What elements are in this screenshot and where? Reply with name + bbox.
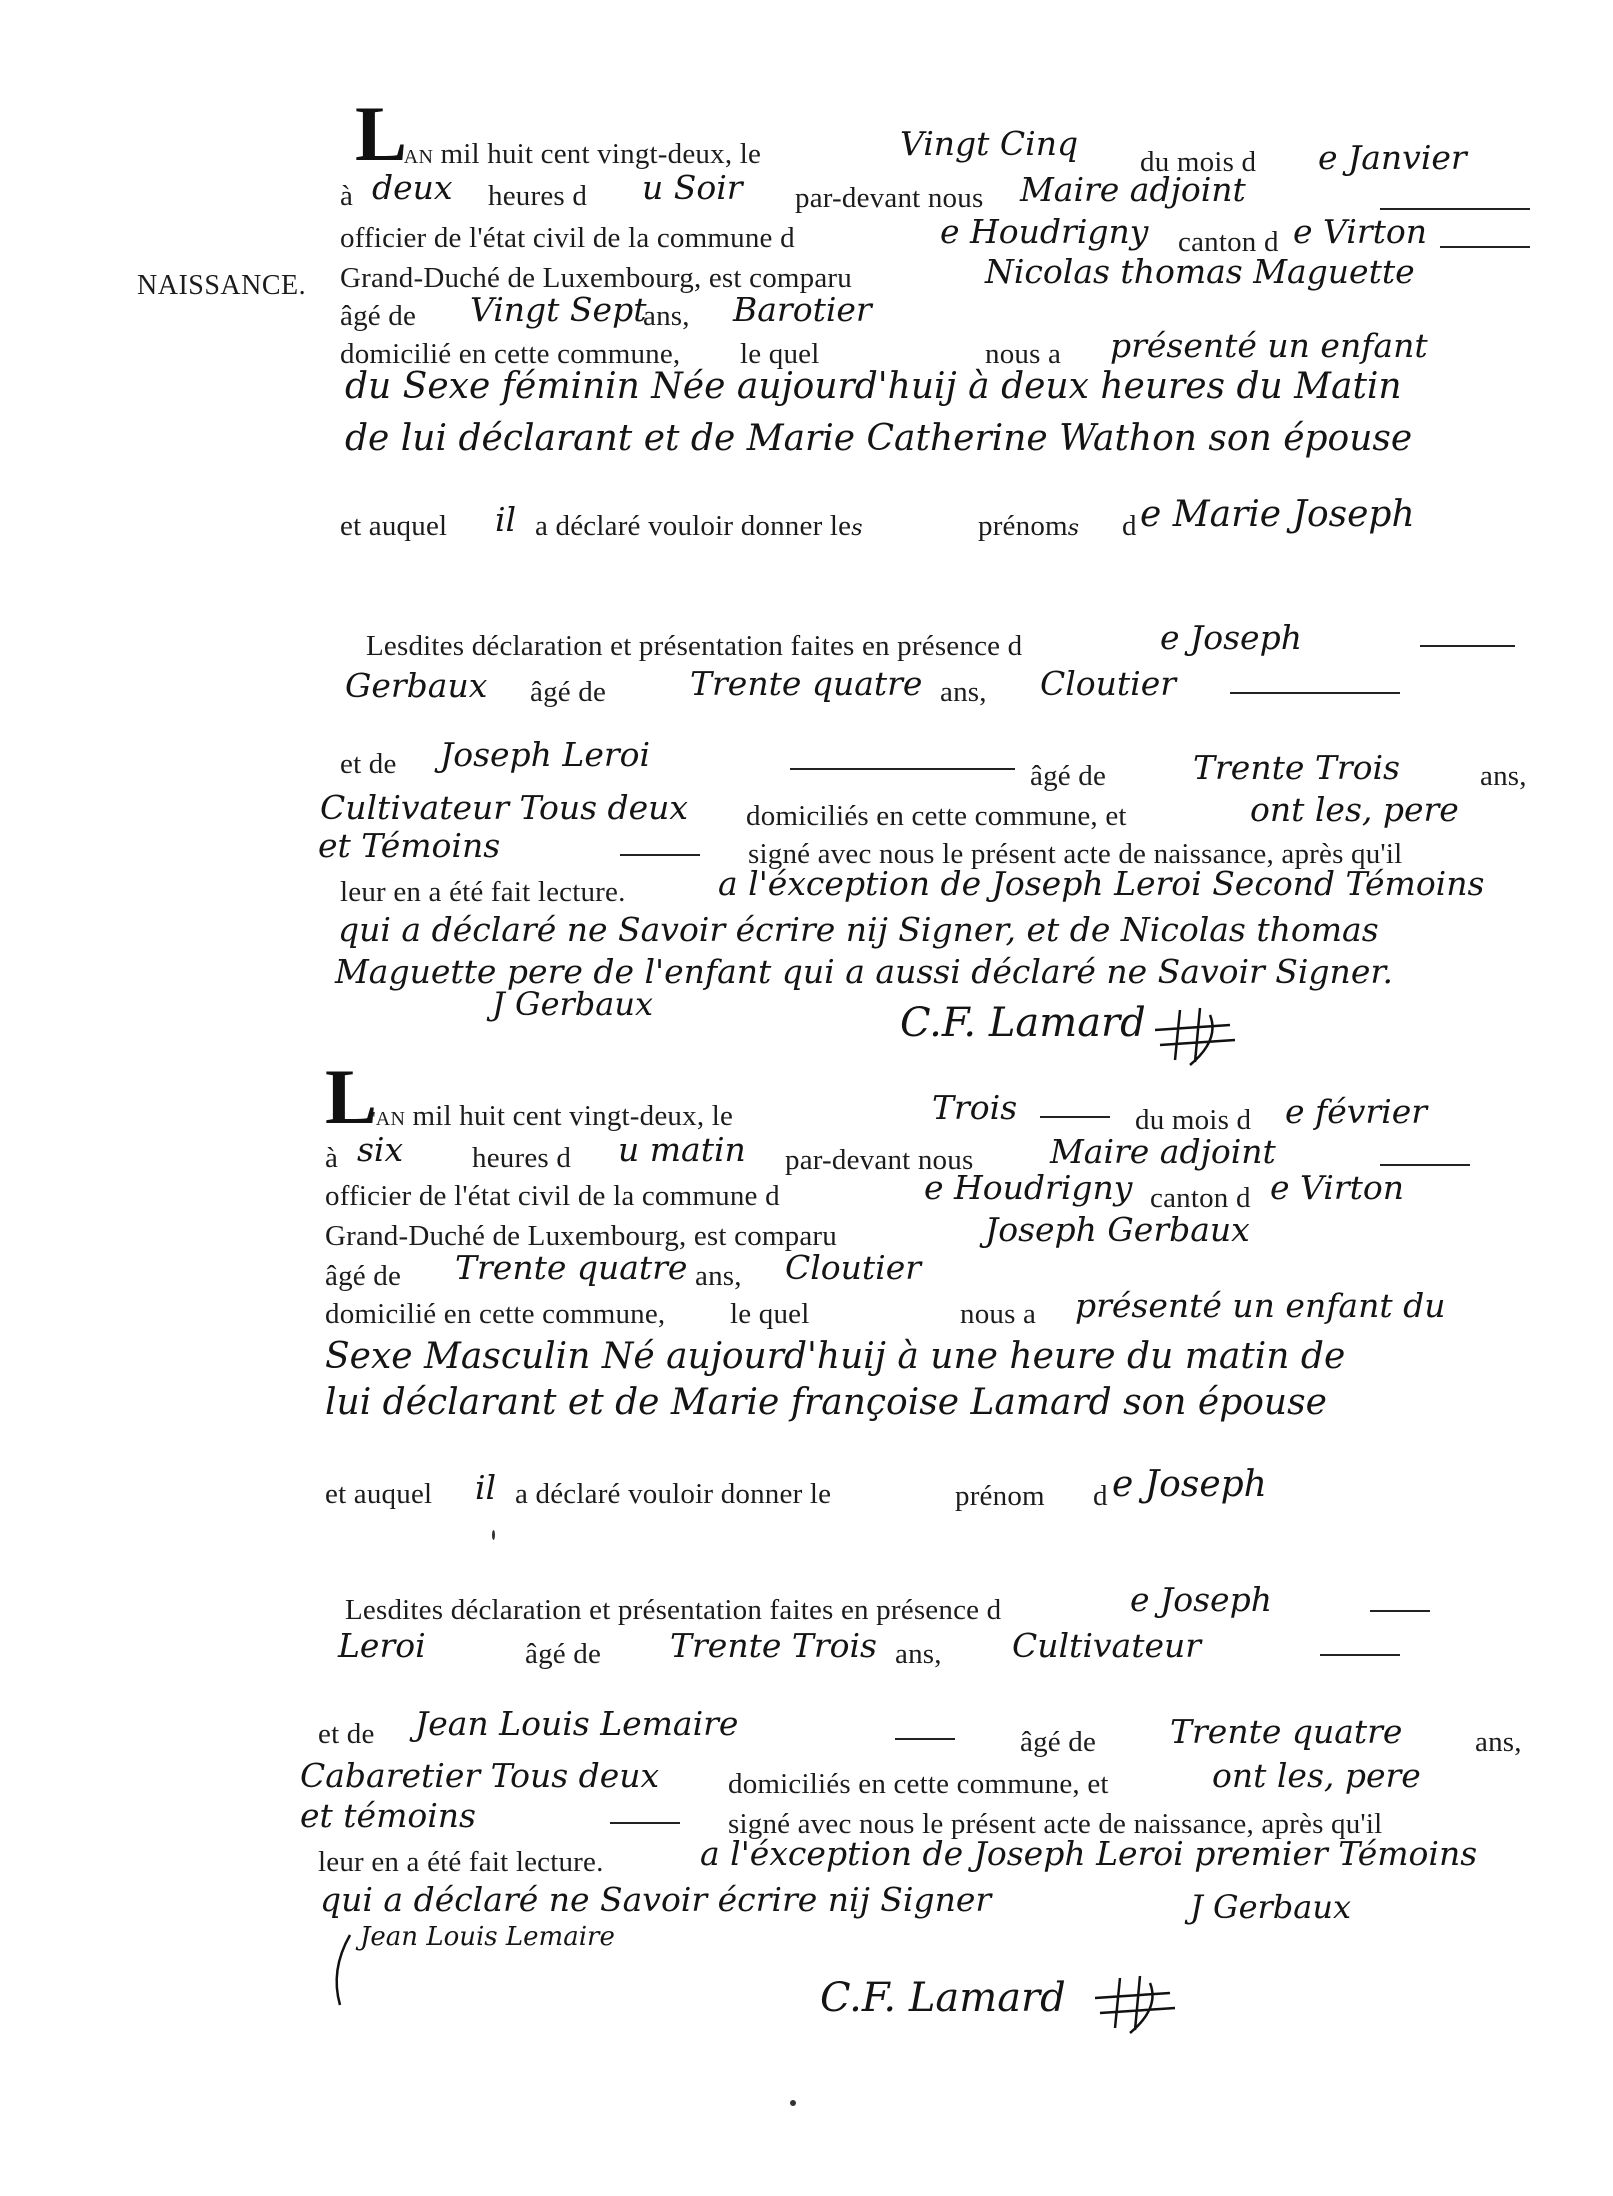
- de-label: d: [1093, 1480, 1108, 1512]
- age-label: âgé de: [340, 300, 417, 332]
- fill-line: [610, 1822, 680, 1824]
- age-label: âgé de: [325, 1260, 402, 1292]
- prenom-label: [978, 510, 1079, 543]
- nous-a-label: nous a: [960, 1298, 1037, 1330]
- fill-line: [620, 854, 700, 856]
- child-line-2-handwritten: lui déclarant et de Marie françoise Lamard son épouse: [325, 1382, 1327, 1423]
- official-handwritten: Maire adjoint: [1050, 1132, 1276, 1171]
- ans-label: ans,: [695, 1260, 742, 1292]
- donner-suffix: s: [851, 516, 863, 541]
- witness2-age-handwritten: Trente Trois: [1193, 748, 1400, 787]
- age-label: âgé de: [1020, 1726, 1097, 1758]
- child-line-2-handwritten: de lui déclarant et de Marie Catherine Wathon son épouse: [345, 418, 1413, 459]
- exception-3-handwritten: Maguette pere de l'enfant qui a aussi déclaré ne Savoir Signer.: [335, 952, 1393, 991]
- prenom-text: prénom: [978, 510, 1068, 542]
- et-temoins-handwritten: et témoins: [300, 1796, 476, 1835]
- donner-label: [535, 510, 863, 543]
- witness2-handwritten: Jean Louis Lemaire: [415, 1704, 739, 1743]
- fill-line: [1320, 1654, 1400, 1656]
- a-label: à: [340, 180, 354, 212]
- donner-label: a déclaré vouloir donner le: [515, 1478, 832, 1510]
- grand-duche-label: Grand-Duché de Luxembourg, est comparu: [325, 1220, 837, 1252]
- canton-handwritten: e Virton: [1293, 212, 1427, 251]
- officier-label: officier de l'état civil de la commune d: [340, 222, 795, 254]
- an-label: 'AN: [372, 1108, 406, 1130]
- le-quel-label: le quel: [730, 1298, 810, 1330]
- declarant-handwritten: Nicolas thomas Maguette: [985, 252, 1415, 291]
- nous-a-label: nous a: [985, 338, 1062, 370]
- presente-handwritten: présenté un enfant: [1110, 326, 1428, 365]
- signe-label: signé avec nous le présent acte de naissance, après qu'il: [728, 1808, 1383, 1840]
- child-line-1-handwritten: Sexe Masculin Né aujourd'huij à une heure du matin de: [325, 1336, 1346, 1377]
- du-mois-label: du mois d: [1140, 146, 1257, 178]
- an-label: 'AN: [400, 146, 434, 168]
- hour-handwritten: deux: [372, 168, 453, 207]
- witness1-line2-handwritten: Gerbaux: [345, 666, 488, 705]
- exception-1-handwritten: a l'éxception de Joseph Leroi Second Témoins: [718, 864, 1485, 903]
- lesdites-label: Lesdites déclaration et présentation faites en présence d: [366, 630, 1023, 662]
- ont-les-handwritten: ont les, pere: [1212, 1756, 1421, 1795]
- age-label: âgé de: [530, 676, 607, 708]
- act-year-label: [372, 1100, 733, 1133]
- margin-label-naissance: NAISSANCE.: [137, 270, 307, 301]
- witness1-occupation-handwritten: Cultivateur: [1012, 1626, 1202, 1665]
- ans-label: ans,: [940, 676, 987, 708]
- year-text: mil huit cent vingt-deux, le: [412, 1100, 734, 1132]
- auquel-label: et auquel: [325, 1478, 433, 1510]
- pronoun-handwritten: il: [475, 1468, 497, 1507]
- witness1-age-handwritten: Trente quatre: [690, 664, 923, 703]
- canton-handwritten: e Virton: [1270, 1168, 1404, 1207]
- fill-line: [1380, 208, 1530, 210]
- fill-line: [1440, 246, 1530, 248]
- lesdites-label: Lesdites déclaration et présentation faites en présence d: [345, 1594, 1002, 1626]
- domicilie-label: domicilié en cette commune,: [340, 338, 681, 370]
- day-handwritten: Vingt Cinq: [900, 124, 1079, 163]
- ans-label: ans,: [1480, 760, 1527, 792]
- exception-1-handwritten: a l'éxception de Joseph Leroi premier Témoins: [700, 1834, 1478, 1873]
- canton-label: canton d: [1178, 226, 1279, 258]
- officier-label: officier de l'état civil de la commune d: [325, 1180, 780, 1212]
- ans-label: ans,: [1475, 1726, 1522, 1758]
- act-drop-capital: L: [325, 1053, 378, 1140]
- par-devant-label: par-devant nous: [785, 1144, 974, 1176]
- time-of-day-handwritten: u matin: [618, 1130, 746, 1169]
- ans-label: ans,: [643, 300, 690, 332]
- child-line-1-handwritten: du Sexe féminin Née aujourd'huij à deux heures du Matin: [345, 366, 1402, 407]
- par-devant-label: par-devant nous: [795, 182, 984, 214]
- de-label: d: [1122, 510, 1137, 542]
- witness2-age-handwritten: Trente quatre: [1170, 1712, 1403, 1751]
- signature-witness-2: Jean Louis Lemaire: [360, 1922, 615, 1952]
- domicilies-label: domiciliés en cette commune, et: [728, 1768, 1109, 1800]
- heures-label: heures d: [472, 1142, 572, 1174]
- fill-line: [1370, 1610, 1430, 1612]
- act-drop-capital: L: [355, 90, 408, 177]
- witness1-line2-handwritten: Leroi: [338, 1626, 426, 1665]
- exception-2-handwritten: qui a déclaré ne Savoir écrire nij Signer, et de Nicolas thomas: [338, 910, 1379, 949]
- domicilies-label: domiciliés en cette commune, et: [746, 800, 1127, 832]
- hour-handwritten: six: [357, 1130, 404, 1169]
- prenom-label: prénom: [955, 1480, 1045, 1512]
- declarant-age-handwritten: Vingt Sept: [470, 290, 647, 329]
- mayor-paraph-icon: [1090, 1968, 1180, 2038]
- le-quel-label: le quel: [740, 338, 820, 370]
- donner-text: a déclaré vouloir donner le: [535, 510, 852, 542]
- et-de-label: et de: [318, 1718, 375, 1750]
- exception-2-handwritten: qui a déclaré ne Savoir écrire nij Signer: [320, 1880, 992, 1919]
- ink-mark: [492, 1530, 495, 1540]
- witness1-line1-handwritten: e Joseph: [1130, 1580, 1272, 1619]
- occupation-handwritten: Cloutier: [785, 1248, 922, 1287]
- fill-line: [895, 1738, 955, 1740]
- ans-label: ans,: [895, 1638, 942, 1670]
- fill-line: [790, 768, 1015, 770]
- signature-mayor: C.F. Lamard: [900, 1000, 1146, 1046]
- fill-line: [1420, 645, 1515, 647]
- ont-les-handwritten: ont les, pere: [1250, 790, 1459, 829]
- signe-label: signé avec nous le présent acte de naissance, après qu'il: [748, 838, 1403, 870]
- ink-mark: [790, 2100, 796, 2106]
- day-handwritten: Trois: [932, 1088, 1018, 1127]
- act-year-label: [400, 138, 761, 171]
- witness2-flourish-icon: [320, 1930, 380, 2010]
- witness1-age-handwritten: Trente Trois: [670, 1626, 877, 1665]
- declarant-age-handwritten: Trente quatre: [455, 1248, 688, 1287]
- a-label: à: [325, 1142, 339, 1174]
- domicilie-label: domicilié en cette commune,: [325, 1298, 666, 1330]
- witness2-occupation-handwritten: Cabaretier Tous deux: [300, 1756, 660, 1795]
- prenom-suffix: s: [1067, 516, 1080, 541]
- auquel-label: et auquel: [340, 510, 448, 542]
- fill-line: [1230, 692, 1400, 694]
- du-mois-label: du mois d: [1135, 1104, 1252, 1136]
- mayor-paraph-icon: [1150, 1000, 1240, 1070]
- official-handwritten: Maire adjoint: [1020, 170, 1246, 209]
- leur-label: leur en a été fait lecture.: [318, 1846, 604, 1878]
- et-temoins-handwritten: et Témoins: [318, 826, 501, 865]
- signature-witness: J Gerbaux: [1190, 1888, 1352, 1926]
- fill-line: [1380, 1164, 1470, 1166]
- fill-line: [1040, 1116, 1110, 1118]
- occupation-handwritten: Barotier: [733, 290, 872, 329]
- month-handwritten: e février: [1285, 1092, 1428, 1131]
- year-text: mil huit cent vingt-deux, le: [440, 138, 762, 170]
- heures-label: heures d: [488, 180, 588, 212]
- witness2-occupation-handwritten: Cultivateur Tous deux: [320, 788, 689, 827]
- commune-handwritten: e Houdrigny: [940, 212, 1149, 251]
- first-name-handwritten: e Marie Joseph: [1140, 494, 1415, 535]
- grand-duche-label: Grand-Duché de Luxembourg, est comparu: [340, 262, 852, 294]
- leur-label: leur en a été fait lecture.: [340, 876, 626, 908]
- signature-witness: J Gerbaux: [492, 985, 654, 1023]
- pronoun-handwritten: il: [495, 500, 517, 539]
- canton-label: canton d: [1150, 1182, 1251, 1214]
- age-label: âgé de: [525, 1638, 602, 1670]
- et-de-label: et de: [340, 748, 397, 780]
- witness1-line1-handwritten: e Joseph: [1160, 618, 1302, 657]
- age-label: âgé de: [1030, 760, 1107, 792]
- first-name-handwritten: e Joseph: [1112, 1464, 1267, 1505]
- month-handwritten: e Janvier: [1318, 138, 1467, 177]
- commune-handwritten: e Houdrigny: [924, 1168, 1133, 1207]
- signature-mayor: C.F. Lamard: [820, 1975, 1066, 2021]
- declarant-handwritten: Joseph Gerbaux: [985, 1210, 1250, 1249]
- time-of-day-handwritten: u Soir: [642, 168, 743, 207]
- presente-handwritten: présenté un enfant du: [1075, 1286, 1446, 1325]
- witness2-handwritten: Joseph Leroi: [440, 735, 651, 774]
- witness1-occupation-handwritten: Cloutier: [1040, 664, 1177, 703]
